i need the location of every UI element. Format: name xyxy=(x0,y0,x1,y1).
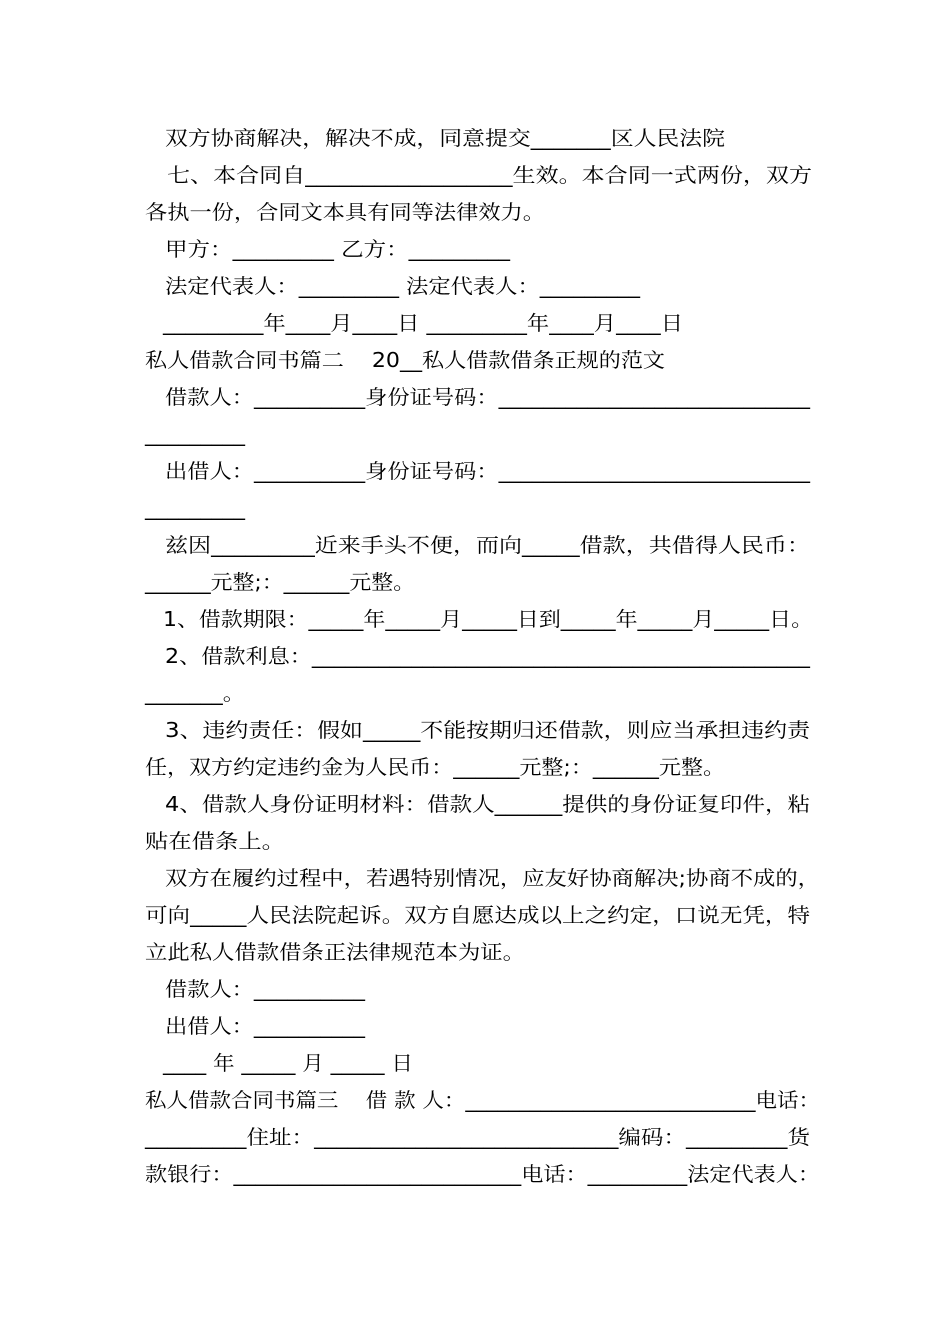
text-line: 双方在履约过程中，若遇特别情况，应友好协商解决;协商不成的， xyxy=(165,866,821,890)
section-heading: 私人借款合同书篇二 20__私人借款借条正规的范文 xyxy=(145,348,666,372)
text-line: 出借人：__________ xyxy=(165,1014,366,1038)
text-line: 七、本合同自__________________生效。本合同一式两份，双方 xyxy=(167,163,813,187)
text-line: 甲方：_________ 乙方：_________ xyxy=(165,237,511,261)
text-line: ____ 年 _____ 月 _____ 日 xyxy=(163,1051,414,1075)
text-line: 可向_____人民法院起诉。双方自愿达成以上之约定，口说无凭，特 xyxy=(145,903,811,927)
text-line: _________ xyxy=(145,496,245,520)
text-line: 2、借款利息：_____________________________________________ xyxy=(165,644,811,668)
text-line: 出借人：__________身份证号码：____________________________ xyxy=(165,459,811,483)
text-line: 双方协商解决，解决不成，同意提交_______区人民法院 xyxy=(165,126,726,150)
text-line: 借款人：__________身份证号码：____________________________ xyxy=(165,385,811,409)
text-line: 贴在借条上。 xyxy=(145,829,286,853)
text-line: _________住址：___________________________编码：_________货 xyxy=(145,1125,811,1149)
text-line: 任，双方约定违约金为人民币：______元整;：______元整。 xyxy=(145,755,726,779)
text-line: ______元整;：______元整。 xyxy=(145,570,416,594)
text-line: _______。 xyxy=(145,681,246,705)
text-line: 3、违约责任：假如_____不能按期归还借款，则应当承担违约责 xyxy=(165,718,811,742)
text-line: 款银行：__________________________电话：_________法定代表人： xyxy=(145,1162,821,1186)
text-line: 兹因_________近来手头不便，而向_____借款，共借得人民币： xyxy=(165,533,811,557)
text-line: 4、借款人身份证明材料：借款人______提供的身份证复印件，粘 xyxy=(165,792,811,816)
text-line: 各执一份，合同文本具有同等法律效力。 xyxy=(145,200,546,224)
text-line: 1、借款期限：_____年_____月_____日到_____年_____月_____日。 xyxy=(163,607,814,631)
text-line: _________年____月____日 _________年____月____日 xyxy=(163,311,684,335)
text-line: 法定代表人：_________ 法定代表人：_________ xyxy=(165,274,641,298)
section-heading: 私人借款合同书篇三 借 款 人：___________________________电话： xyxy=(145,1088,821,1112)
text-line: _________ xyxy=(145,422,245,446)
text-line: 立此私人借款借条正法律规范本为证。 xyxy=(145,940,526,964)
text-line: 借款人：__________ xyxy=(165,977,366,1001)
